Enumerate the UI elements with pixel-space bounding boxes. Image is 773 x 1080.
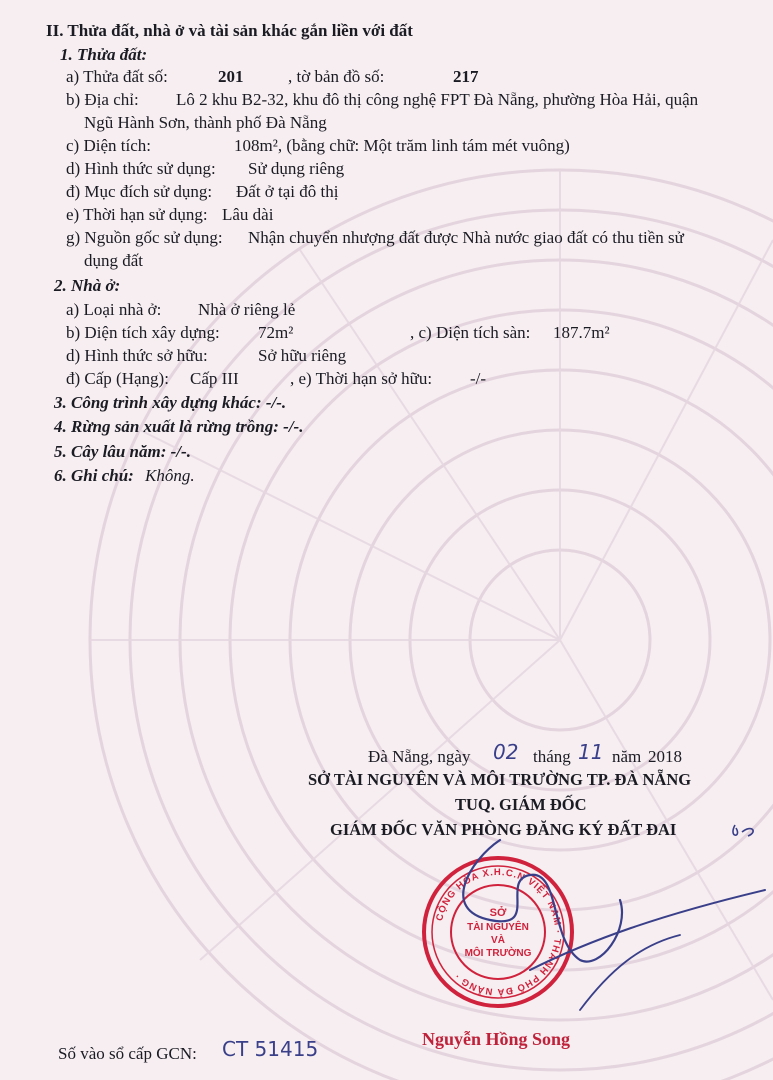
address-line-2: Ngũ Hành Sơn, thành phố Đà Nẵng [84, 113, 327, 132]
month-label: tháng [533, 747, 571, 766]
signer-name: Nguyễn Hồng Song [422, 1029, 571, 1049]
build-area-label: b) Diện tích xây dựng: [66, 323, 220, 342]
origin-line-2: dụng đất [84, 251, 144, 270]
perennial-trees: 5. Cây lâu năm: -/-. [54, 442, 191, 461]
registry-label: Số vào sổ cấp GCN: [58, 1044, 197, 1063]
svg-text:CỘNG HÒA X.H.C.N VIỆT NAM · TH: CỘNG HÒA X.H.C.N VIỆT NAM · THÀNH PHỐ ĐÀ NẴNG · [434, 866, 564, 998]
year-label: năm [612, 747, 642, 766]
svg-text:SỞ: SỞ [489, 907, 507, 919]
house-type-label: a) Loại nhà ở: [66, 300, 162, 319]
map-number: 217 [453, 67, 479, 86]
ownership-term-label: , e) Thời hạn sở hữu: [290, 369, 433, 388]
term-label: e) Thời hạn sử dụng: [66, 205, 208, 224]
address-label: b) Địa chỉ: [66, 90, 139, 109]
section-title: II. Thửa đất, nhà ở và tài sản khác gắn liền với đất [46, 21, 413, 40]
signing-month: 11 [578, 740, 604, 764]
address-line-1: Lô 2 khu B2-32, khu đô thị công nghệ FPT Đà Nẵng, phường Hòa Hải, quận [176, 90, 699, 109]
build-area-value: 72m² [258, 323, 294, 342]
house-type-value: Nhà ở riêng lẻ [198, 300, 296, 319]
floor-area-label: , c) Diện tích sàn: [410, 323, 531, 342]
floor-area-value: 187.7m² [553, 323, 610, 342]
grade-value: Cấp III [190, 369, 239, 388]
land-heading: 1. Thửa đất: [60, 45, 148, 64]
area-label: c) Diện tích: [66, 136, 151, 155]
purpose-value: Đất ở tại đô thị [236, 182, 339, 201]
parcel-label: a) Thửa đất số: [66, 67, 168, 86]
signing-year: 2018 [648, 747, 682, 766]
tuq-line: TUQ. GIÁM ĐỐC [455, 795, 587, 814]
registry-number: CT 51415 [222, 1037, 319, 1061]
map-label: , tờ bản đồ số: [288, 67, 385, 86]
signer-position: GIÁM ĐỐC VĂN PHÒNG ĐĂNG KÝ ĐẤT ĐAI [330, 820, 677, 839]
svg-text:MÔI TRƯỜNG: MÔI TRƯỜNG [464, 948, 532, 959]
origin-line-1: Nhận chuyển nhượng đất được Nhà nước giao đất có thu tiền sử [248, 228, 684, 247]
ownership-term-value: -/- [470, 369, 487, 388]
origin-label: g) Nguồn gốc sử dụng: [66, 228, 223, 247]
handwritten-signature [380, 820, 770, 1020]
purpose-label: đ) Mục đích sử dụng: [66, 182, 213, 201]
svg-text:TÀI NGUYÊN: TÀI NGUYÊN [467, 922, 529, 933]
note-label: 6. Ghi chú: [54, 466, 134, 485]
term-value: Lâu dài [222, 205, 274, 224]
ownership-label: d) Hình thức sở hữu: [66, 346, 208, 365]
area-value: 108m², (bằng chữ: Một trăm linh tám mét vuông) [234, 136, 570, 155]
use-form-label: d) Hình thức sử dụng: [66, 159, 216, 178]
house-heading: 2. Nhà ở: [54, 276, 121, 295]
forest-line: 4. Rừng sản xuất là rừng trồng: -/-. [54, 417, 304, 436]
other-works: 3. Công trình xây dựng khác: -/-. [54, 393, 287, 412]
signing-place: Đà Nẵng, ngày [368, 747, 471, 766]
grade-label: đ) Cấp (Hạng): [66, 369, 169, 388]
note-value: Không. [145, 466, 195, 485]
agency-name: SỞ TÀI NGUYÊN VÀ MÔI TRƯỜNG TP. ĐÀ NẴNG [308, 770, 692, 789]
use-form-value: Sử dụng riêng [248, 159, 345, 178]
svg-text:VÀ: VÀ [491, 935, 505, 946]
signing-day: 02 [493, 740, 519, 764]
parcel-number: 201 [218, 67, 244, 86]
ownership-value: Sở hữu riêng [258, 346, 347, 365]
